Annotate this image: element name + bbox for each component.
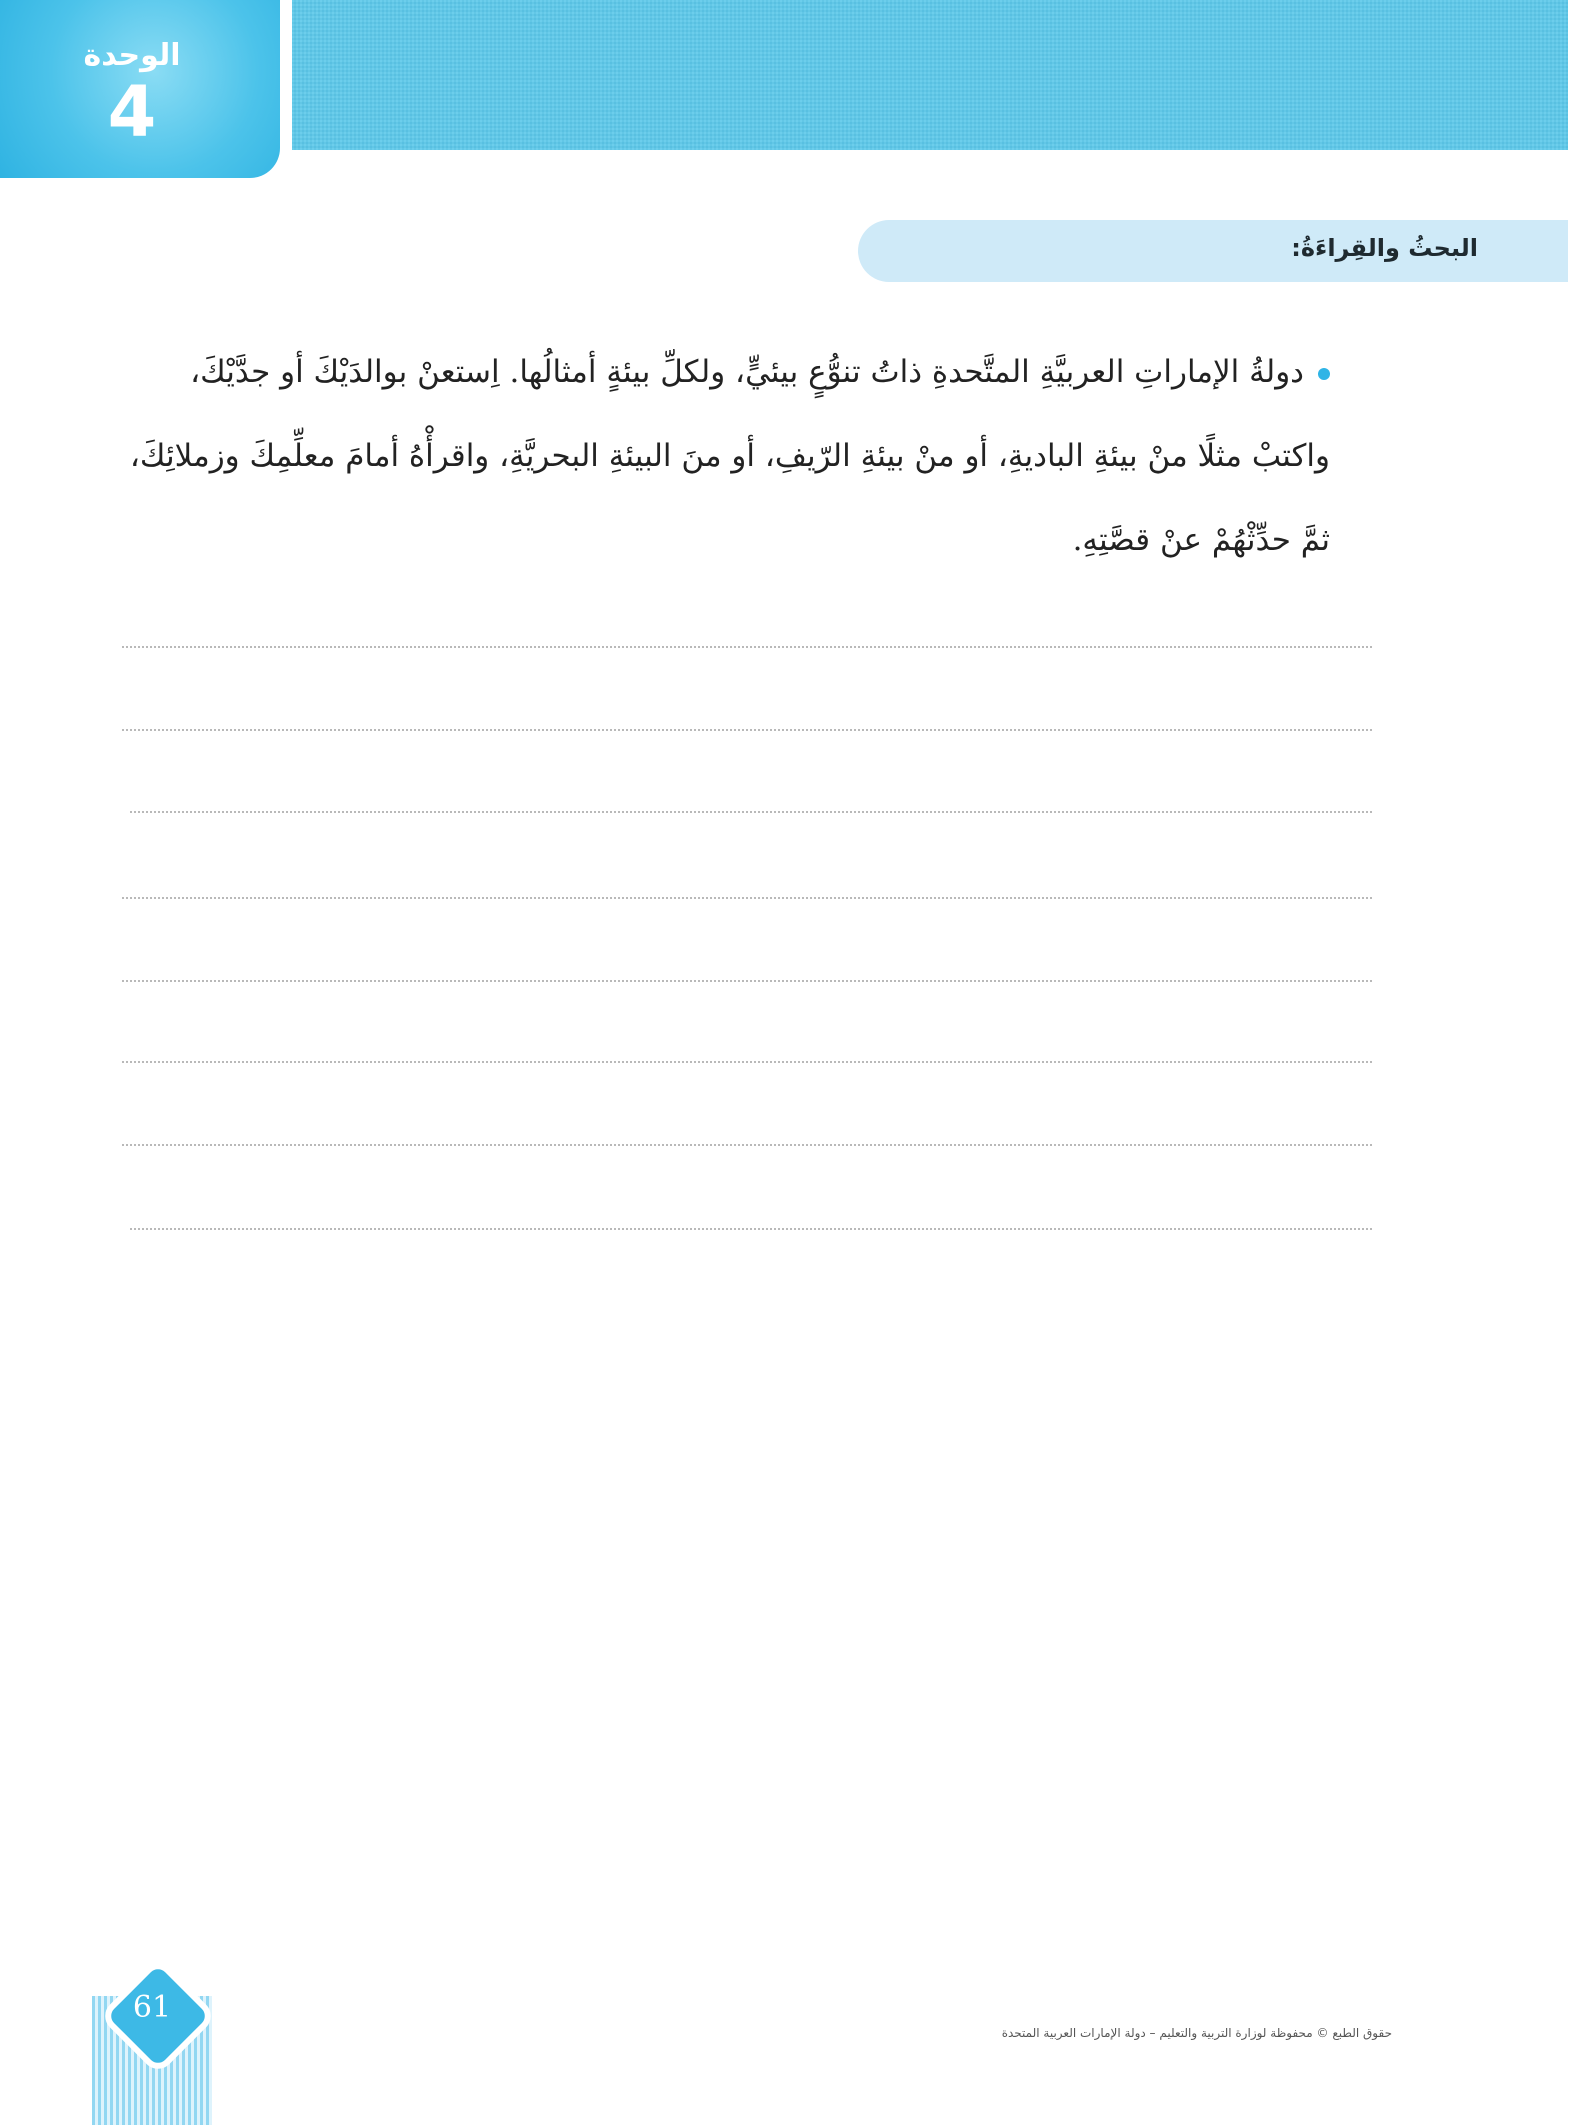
answer-line[interactable]	[130, 1228, 1372, 1230]
unit-badge-inner	[0, 0, 280, 178]
answer-line[interactable]	[122, 1144, 1372, 1146]
page-number-badge	[92, 1958, 212, 2125]
answer-line[interactable]	[130, 811, 1372, 813]
unit-badge	[0, 0, 292, 190]
bullet-icon	[1318, 368, 1330, 380]
answer-line[interactable]	[122, 980, 1372, 982]
answer-line[interactable]	[122, 897, 1372, 899]
section-header	[858, 220, 1568, 282]
unit-number: 4	[107, 71, 157, 153]
unit-label: الوحدة	[83, 38, 181, 73]
answer-line[interactable]	[122, 646, 1372, 648]
answer-line[interactable]	[122, 729, 1372, 731]
instruction-paragraph	[110, 330, 1330, 582]
instruction-text: دولةُ الإماراتِ العربيَّةِ المتَّحدةِ ذاتُ تنوُّعٍ بيئيٍّ، ولكلِّ بيئةٍ أمثالُها. اِستعنْ بوالدَيْكَ أو جدَّيْكَ، واكتبْ مثلًا منْ بيئةِ الباديةِ، أو منْ بيئةِ الرّيفِ، أو منَ البيئةِ البحريَّةِ، واقرأْهُ أمامَ معلِّمِكَ وزملائِكَ، ثمَّ حدِّثْهُمْ عنْ قصَّتِهِ.	[129, 354, 1330, 558]
page-number: 61	[132, 1990, 172, 2025]
section-title: البحثُ والقِراءَةُ:	[1291, 234, 1478, 262]
answer-line[interactable]	[122, 1061, 1372, 1063]
copyright-footer: حقوق الطبع © محفوظة لوزارة التربية والتعليم – دولة الإمارات العربية المتحدة	[1001, 2026, 1392, 2040]
page-diamond	[102, 1960, 202, 2060]
